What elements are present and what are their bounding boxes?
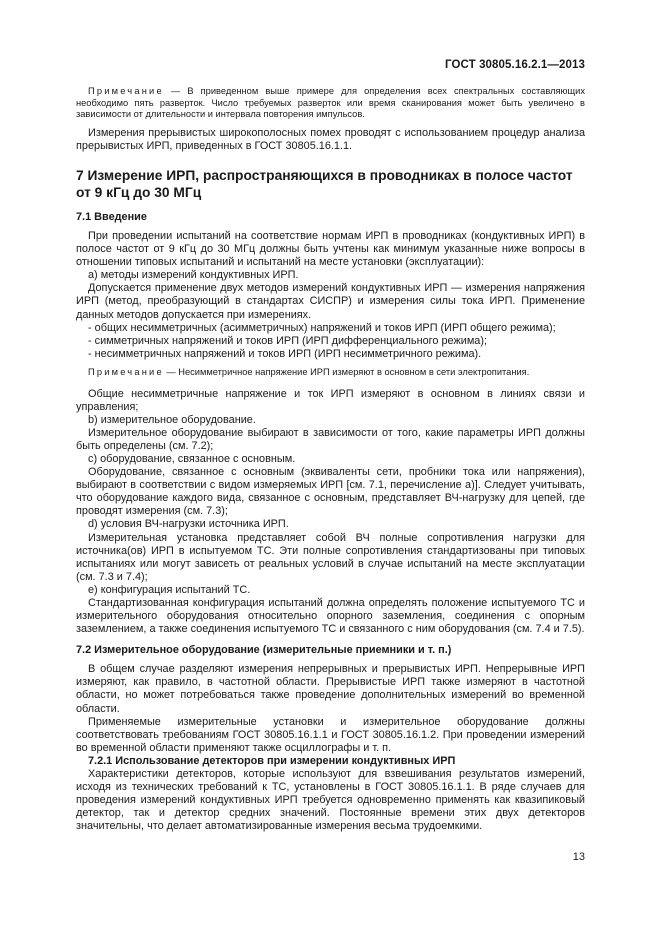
paragraph: Характеристики детекторов, которые используют для взвешивания результатов измерений, исходя из технических требований к ТС, установлены в ГОСТ 30805.16.1.1. В ряде случаев для проведения измерений кондуктивных ИРП требуется одновременно применять как квазипиковый детектор, так и детектор средних значений. Постоянные времени этих двух детекторов значительны, что делает автоматизированные измерения весьма трудоемкими. [76, 768, 585, 833]
list-item: b) измерительное оборудование. [88, 413, 256, 426]
list-item: а) методы измерений кондуктивных ИРП. [88, 269, 299, 282]
note-text: — В приведенном выше примере для определения всех спектральных составляющих необходимо пять разверток. Число требуемых разверток или время сканирования может быть увеличено в зависимости от длительности и интервала повторения импульсов. [76, 86, 585, 120]
subsection-heading: 7.1 Введение [76, 210, 147, 223]
note-label: Примечание [88, 86, 164, 96]
paragraph: В общем случае разделяют измерения непрерывных и прерывистых ИРП. Непрерывные ИРП измеряют, как правило, в частотной области. Прерывистые ИРП также измеряют в частотной области, но может потребоваться также проведение дополнительных измерений во временной области. [76, 663, 585, 715]
paragraph: При проведении испытаний на соответствие нормам ИРП в проводниках (кондуктивных ИРП) в полосе частот от 9 кГц до 30 МГц должны быть учтены как минимум указанные ниже вопросы в отношении типовых испытаний и испытаний на месте установки (эксплуатации): [76, 229, 585, 269]
note-text: — Несимметричное напряжение ИРП измеряют в основном в сети электропитания. [163, 366, 530, 377]
paragraph: Допускается применение двух методов измерений кондуктивных ИРП — измерения напряжения ИРП (метод, преобразующий в стандартах СИСПР) и измерения силы тока ИРП. Применение данных методов допускается при измерениях. [76, 282, 585, 321]
list-item: с) оборудование, связанное с основным. [88, 452, 296, 465]
note-paragraph [76, 86, 585, 121]
document-header: ГОСТ 30805.16.2.1—2013 [445, 59, 585, 71]
section-heading: 7 Измерение ИРП, распространяющихся в проводниках в полосе частот от 9 кГц до 30 МГц [76, 167, 573, 200]
paragraph: Измерительная установка представляет собой ВЧ полные сопротивления нагрузки для источника(ов) ИРП в испытуемом ТС. Эти полные сопротивления стандартизованы при типовых испытаниях или могут зависеть от реальных условий в случае испытаний на месте эксплуатации (см. 7.3 и 7.4); [76, 531, 585, 583]
paragraph: Стандартизованная конфигурация испытаний должна определять положение испытуемого ТС и измерительного оборудования относительно опорного заземления, соединения с опорным заземлением, а также соединения испытуемого ТС и связанного с ним оборудования (см. 7.4 и 7.5). [76, 597, 585, 636]
note-paragraph [76, 367, 585, 379]
bullet-item: - симметричных напряжений и токов ИРП (ИРП дифференциального режима); [88, 334, 488, 347]
bullet-item: - несимметричных напряжений и токов ИРП (ИРП несимметричного режима). [88, 347, 482, 360]
paragraph: Измерения прерывистых широкополосных помех проводят с использованием процедур анализа прерывистых ИРП, приведенных в ГОСТ 30805.16.1.1. [76, 126, 585, 152]
list-item: d) условия ВЧ-нагрузки источника ИРП. [88, 518, 289, 531]
list-item: е) конфигурация испытаний ТС. [88, 583, 251, 596]
page-number: 13 [572, 851, 585, 863]
paragraph: Оборудование, связанное с основным (эквиваленты сети, пробники тока или напряжения), выбирают в соответствии с видом измеряемых ИРП [см. 7.1, перечисление а)]. Следует учитывать, что оборудование каждого вида, связанное с основным, представляет ВЧ-нагрузку для цепей, где проводят измерения (см. 7.3); [76, 466, 585, 518]
paragraph: Измерительное оборудование выбирают в зависимости от того, какие параметры ИРП должны быть определены (см. 7.2); [76, 426, 585, 452]
subsection-heading: 7.2 Измерительное оборудование (измерительные приемники и т. п.) [76, 644, 452, 657]
note-label: Примечание [88, 366, 164, 377]
bullet-item: - общих несимметричных (асимметричных) напряжений и токов ИРП (ИРП общего режима); [88, 321, 556, 334]
subsubsection-heading: 7.2.1 Использование детекторов при измерении кондуктивных ИРП [88, 754, 456, 767]
page-content [76, 86, 585, 834]
paragraph: Общие несимметричные напряжение и ток ИРП измеряют в основном в линиях связи и управления; [76, 387, 585, 413]
paragraph: Применяемые измерительные установки и измерительное оборудование должны соответствовать требованиям ГОСТ 30805.16.1.1 и ГОСТ 30805.16.1.2. При проведении измерений во временной области применяют также осциллографы и т. п. [76, 715, 585, 754]
